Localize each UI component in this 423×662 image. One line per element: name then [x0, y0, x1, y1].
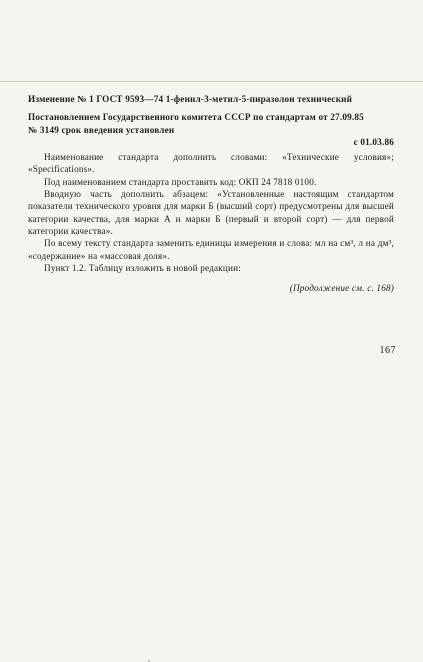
page-number: 167 [379, 345, 396, 356]
decree-line: Постановлением Государственного комитета СССР по стандартам от 27.09.85 [28, 112, 364, 123]
body-paragraph-4: По всему тексту стандарта заменить единицы измерения и слова: мл на см³, л на дм³, «содержание» на «массовая доля». [28, 238, 394, 261]
body-paragraph-2: Под наименованием стандарта проставить код: ОКП 24 7818 0100. [44, 176, 317, 187]
document-content [28, 93, 394, 294]
amendment-title: Изменение № 1 ГОСТ 9593—74 1-фенил-3-метил-5-пиразолон технический [28, 94, 353, 104]
continuation-note: (Продолжение см. с. 168) [289, 283, 394, 294]
body-paragraph-5: Пункт 1.2. Таблицу изложить в новой редакции: [44, 262, 241, 273]
body-paragraph-3: Вводную часть дополнить абзацем: «Установленные настоящим стандартом показатели технического уровня для марки Б (высший сорт) предусмотрены для высшей категории качества, для марки А и марки Б (первый и второй сорт) — для первой категории качества». [28, 189, 394, 236]
decree-line-2: № 3149 срок введения установлен [28, 124, 175, 135]
effective-date: с 01.03.86 [353, 136, 394, 147]
header-separator-line [0, 81, 423, 82]
body-paragraph-1: Наименование стандарта дополнить словами: «Технические условия»; «Specifications». [28, 152, 394, 175]
